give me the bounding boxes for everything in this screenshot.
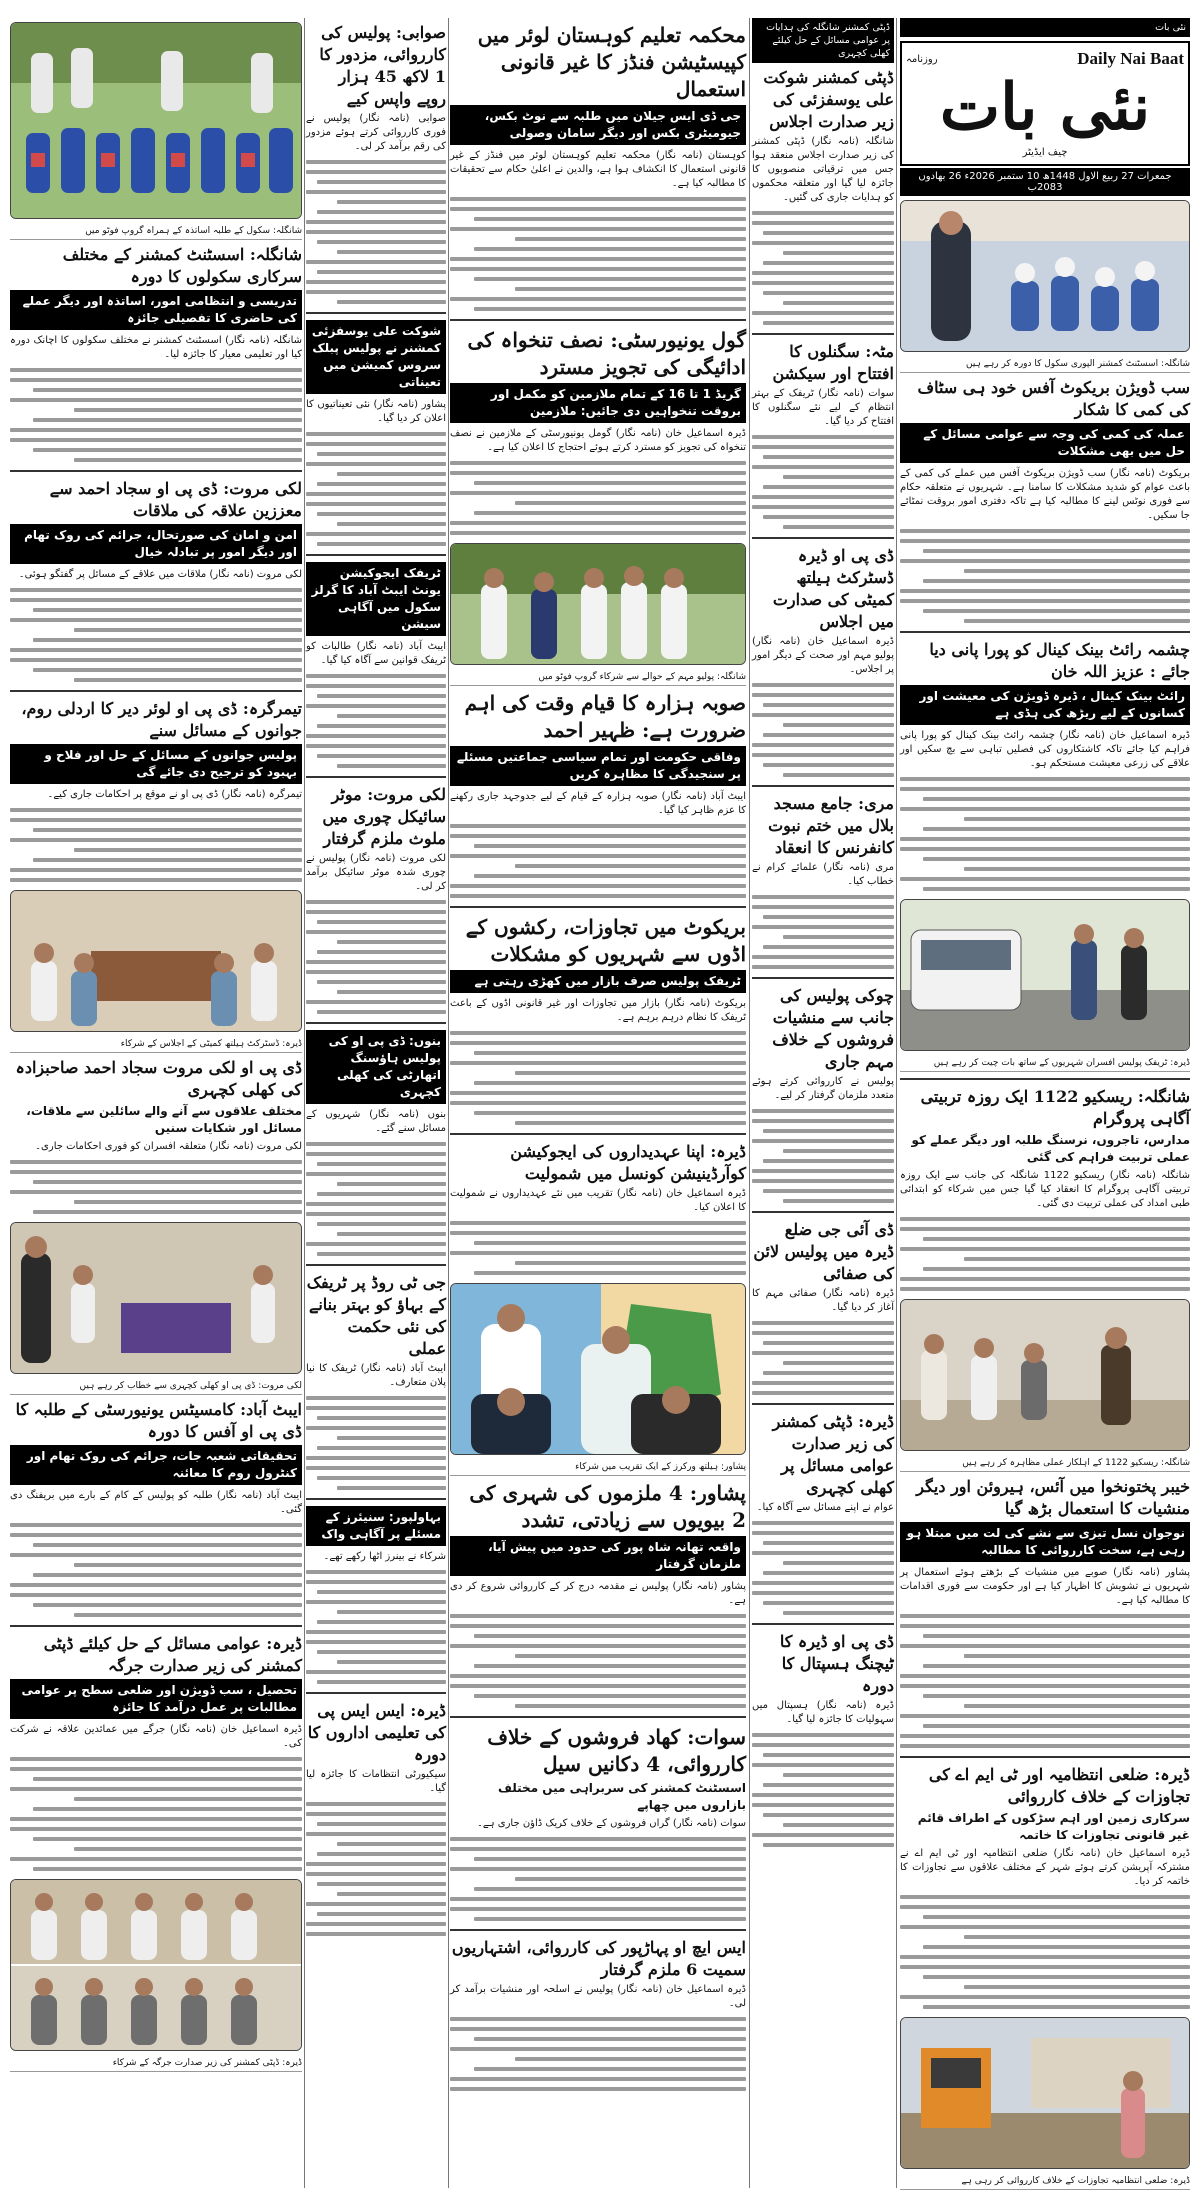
article-text: پولیس نے کارروائی کرتے ہوئے متعدد ملزمان گرفتار کر لیے۔ [752, 1076, 894, 1101]
headline: مری: جامع مسجد بلال میں ختم نبوت کانفرنس کا انعقاد [768, 794, 894, 857]
article-text: سوات (نامہ نگار) ٹریفک کے بہتر انتظام کے لیے نئے سگنلوں کا افتتاح کر دیا گیا۔ [752, 388, 894, 427]
news-photo [10, 890, 302, 1032]
article-text: ایبٹ آباد (نامہ نگار) صوبہ ہزارہ کے قیام کے لیے جدوجہد جاری رکھنے کا عزم ظاہر کیا گیا۔ [450, 791, 746, 816]
article-text: پشاور (نامہ نگار) نئی تعیناتیوں کا اعلان کر دیا گیا۔ [306, 399, 446, 424]
headline: محکمہ تعلیم کوہستان لوئر میں کپیسٹیشن فنڈز کا غیر قانونی استعمال [477, 23, 746, 101]
headline: ڈی پی او ڈیرہ ڈسٹرکٹ ہیلتھ کمیٹی کی صدارت میں اجلاس [772, 546, 894, 631]
subheadline: مدارس، تاجروں، نرسنگ طلبہ اور دیگر عملے کو عملی تربیت فراہم کی گئی [911, 1133, 1190, 1164]
subheadline: تحصیل ، سب ڈویژن اور ضلعی سطح پر عوامی مطالبات پر عمل درآمد کا جائزہ [10, 1679, 302, 1719]
article-body [10, 808, 302, 882]
headline: سب ڈویژن بریکوٹ آفس خود ہی سٹاف کی کمی کا شکار [917, 378, 1190, 419]
article-body [752, 895, 894, 969]
masthead [900, 41, 1190, 166]
column-rule [896, 18, 897, 2188]
article-text: بریکوٹ (نامہ نگار) سب ڈویژن بریکوٹ آفس میں عملے کی کمی کے باعث عوام کو شدید مشکلات کا سامنا ہے۔ شہریوں نے متعلقہ حکام سے فوری نوٹس لینے کا مطالبہ کیا ہے تاکہ دفتری امور بروقت نمٹائے جا سکیں۔ [900, 468, 1190, 521]
article-body [10, 1523, 302, 1617]
column-1 [900, 18, 1190, 2194]
brand-en: Daily Nai Baat [1077, 49, 1184, 68]
headline: ڈی پی او لکی مروت سجاد احمد صاحبزادہ کی کھلی کچہری [15, 1058, 302, 1099]
headline: لکی مروت: ڈی پی او سجاد احمد سے معززین علاقہ کی ملاقات [49, 479, 302, 520]
news-photo [900, 200, 1190, 352]
headline: ڈی پی او ڈیرہ کا ٹیچنگ ہسپتال کا دورہ [779, 1632, 894, 1695]
headline: شانگلہ: اسسٹنٹ کمشنر کے مختلف سرکاری سکولوں کا دورہ [62, 245, 302, 286]
headline: بریکوٹ میں تجاوزات، رکشوں کے اڈوں سے شہریوں کو مشکلات [465, 915, 746, 966]
subheadline: گریڈ 1 تا 16 کے تمام ملازمین کو مکمل اور بروقت تنخواہیں دی جائیں: ملازمین [450, 383, 746, 423]
article-text: کوہستان (نامہ نگار) محکمہ تعلیم کوہستان لوئر میں فنڈز کے غیر قانونی استعمال کا انکشاف ہوا ہے، والدین نے اعلیٰ حکام سے تحقیقات کا مطالبہ کیا ہے۔ [450, 150, 746, 189]
photo-caption: ڈیرہ: ڈسٹرکٹ ہیلتھ کمیٹی کے اجلاس کے شرکاء [10, 1036, 302, 1053]
article-body [450, 197, 746, 311]
article-body [900, 777, 1190, 891]
headline: ایبٹ آباد: کامسیٹس یونیورسٹی کے طلبہ کا ڈی پی او آفس کا دورہ [15, 1400, 302, 1441]
news-photo [450, 543, 746, 665]
column-5 [10, 18, 302, 2076]
masthead-top-strip: نئی بات [900, 18, 1190, 37]
article-body [450, 1837, 746, 1921]
brand-logo: نئی بات [939, 70, 1151, 145]
headline: جی ٹی روڈ پر ٹریفک کے بہاؤ کو بہتر بنانے کی نئی حکمت عملی [306, 1273, 446, 1358]
article-text: ڈیرہ اسماعیل خان (نامہ نگار) جرگے میں عمائدین علاقہ نے شرکت کی۔ [10, 1724, 302, 1749]
article-body [306, 1802, 446, 1936]
article-text: سوات (نامہ نگار) گراں فروشوں کے خلاف کریک ڈاؤن جاری ہے۔ [477, 1818, 746, 1829]
news-photo [450, 1283, 746, 1455]
article-body [10, 1160, 302, 1214]
article-text: پشاور (نامہ نگار) پولیس نے مقدمہ درج کر کے کارروائی شروع کر دی ہے۔ [450, 1581, 746, 1606]
column-rule [448, 18, 449, 2188]
headline: شوکت علی یوسفزئی کمشنر نے پولیس پبلک سروس کمیشن میں تعیناتی [306, 320, 446, 394]
headline: صوابی: پولیس کی کارروائی، مزدور کا 1 لاکھ 45 ہزار روپے واپس کیے [319, 23, 446, 108]
headline: ڈی آئی جی ضلع ڈیرہ میں پولیس لائن کی صفائی [753, 1220, 894, 1283]
news-photo [900, 899, 1190, 1051]
headline: ڈیرہ: اپنا عہدیداروں کی ایجوکیشن کوآرڈینیشن کونسل میں شمولیت [510, 1142, 746, 1183]
news-photo [900, 1299, 1190, 1451]
article-body [752, 211, 894, 325]
subheadline: تحقیقاتی شعبہ جات، جرائم کی روک تھام اور کنٹرول روم کا معائنہ [10, 1445, 302, 1485]
headline: ڈیرہ: ڈپٹی کمشنر کی زیر صدارت عوامی مسائل پر کھلی کچہری [772, 1412, 894, 1497]
article-text: پشاور (نامہ نگار) صوبے میں منشیات کے بڑھتے ہوئے استعمال پر شہریوں نے تشویش کا اظہار کیا ہے اور حکومت سے فوری اقدامات کا مطالبہ کیا ہے۔ [900, 1567, 1190, 1606]
headline: پشاور: 4 ملزموں کی شہری کی 2 بیویوں سے زیادتی، تشدد [469, 1481, 746, 1532]
article-body [10, 368, 302, 462]
headline: لکی مروت: موٹر سائیکل چوری میں ملوث ملزم گرفتار [322, 785, 446, 848]
headline: ڈیرہ: عوامی مسائل کے حل کیلئے ڈپٹی کمشنر کی زیر صدارت جرگہ [43, 1634, 302, 1675]
article-body [752, 1109, 894, 1203]
subheadline: مختلف علاقوں سے آنے والے سائلین سے ملاقات، مسائل اور شکایات سنیں [26, 1104, 302, 1135]
article-text: بنوں (نامہ نگار) شہریوں کے مسائل سنے گئے۔ [306, 1109, 446, 1134]
article-text: سیکیورٹی انتظامات کا جائزہ لیا گیا۔ [306, 1769, 446, 1794]
photo-caption: ڈیرہ: ٹریفک پولیس افسران شہریوں کے ساتھ بات چیت کر رہے ہیں [900, 1055, 1190, 1072]
editor-label: چیف ایڈیٹر [1022, 147, 1068, 158]
article-body [306, 1396, 446, 1490]
headline: ڈیرہ: ضلعی انتظامیہ اور ٹی ایم اے کی تجاوزات کے خلاف کارروائی [928, 1765, 1190, 1806]
article-body [306, 1142, 446, 1256]
photo-caption: شانگلہ: اسسٹنٹ کمشنر الپوری سکول کا دورہ کر رہے ہیں [900, 356, 1190, 373]
article-body [900, 1895, 1190, 2009]
article-body [450, 1031, 746, 1125]
article-text: لکی مروت (نامہ نگار) ملاقات میں علاقے کے مسائل پر گفتگو ہوئی۔ [18, 569, 302, 580]
article-text: شانگلہ (نامہ نگار) ریسکیو 1122 شانگلہ کی جانب سے ایک روزہ تربیتی آگاہی پروگرام کا انعقاد کیا گیا جس میں شرکاء کو ابتدائی طبی امداد کی عملی تربیت دی گئی۔ [900, 1170, 1190, 1209]
article-body [450, 2017, 746, 2091]
subheadline: عملہ کی کمی کی وجہ سے عوامی مسائل کے حل میں بھی مشکلات [900, 423, 1190, 463]
headline: بنوں: ڈی پی او کی پولیس ہاؤسنگ اتھارٹی کی کھلی کچہری [306, 1030, 446, 1104]
subheadline: نوجوان نسل تیزی سے نشے کی لت میں مبتلا ہو رہی ہے، سخت کارروائی کا مطالبہ [900, 1522, 1190, 1562]
photo-caption: شانگلہ: سکول کے طلبہ اساتذہ کے ہمراہ گروپ فوٹو میں [10, 223, 302, 240]
headline: صوبہ ہزارہ کا قیام وقت کی اہم ضرورت ہے: ظہیر احمد [464, 691, 746, 742]
article-body [900, 1614, 1190, 1748]
headline: گول یونیورسٹی: نصف تنخواہ کی ادائیگی کی تجویز مسترد [467, 328, 746, 379]
photo-caption: شانگلہ: پولیو مہم کے حوالے سے شرکاء گروپ فوٹو میں [450, 669, 746, 686]
subheadline: وفاقی حکومت اور تمام سیاسی جماعتیں مسئلے پر سنجیدگی کا مظاہرہ کریں [450, 746, 746, 786]
article-body [752, 435, 894, 529]
article-body [752, 1321, 894, 1395]
article-body [306, 674, 446, 768]
subheadline: اسسٹنٹ کمشنر کی سربراہی میں مختلف بازاروں میں چھاپے [497, 1781, 746, 1812]
article-body [450, 824, 746, 898]
article-text: بریکوٹ (نامہ نگار) بازار میں تجاوزات اور غیر قانونی اڈوں کے باعث ٹریفک کا نظام درہم برہم ہے۔ [450, 998, 746, 1023]
photo-caption: پشاور: ہیلتھ ورکرز کے ایک تقریب میں شرکاء [450, 1459, 746, 1476]
article-text: ایبٹ آباد (نامہ نگار) طلبہ کو پولیس کے کام کے بارے میں بریفنگ دی گئی۔ [10, 1490, 302, 1515]
photo-caption: ڈیرہ: ڈپٹی کمشنر کی زیر صدارت جرگہ کے شرکاء [10, 2055, 302, 2072]
article-body [306, 160, 446, 304]
article-text: ڈیرہ اسماعیل خان (نامہ نگار) چشمہ رائٹ بینک کینال کو پورا پانی فراہم کیا جائے تاکہ کاشتکاروں کی فصلیں تباہی سے بچ سکیں اور علاقے کی زرعی معیشت مستحکم ہو۔ [900, 730, 1190, 769]
article-text: ڈیرہ اسماعیل خان (نامہ نگار) ضلعی انتظامیہ اور ٹی ایم اے نے مشترکہ آپریشن کرتے ہوئے شہر کے مختلف علاقوں سے تجاوزات کا خاتمہ کر دیا۔ [900, 1848, 1190, 1887]
subheadline: واقعہ تھانہ شاہ پور کی حدود میں پیش آیا، ملزمان گرفتار [450, 1536, 746, 1576]
photo-caption: شانگلہ: ریسکیو 1122 کے اہلکار عملی مظاہرہ کر رہے ہیں [900, 1455, 1190, 1472]
article-body [10, 1757, 302, 1871]
article-text: ایبٹ آباد (نامہ نگار) ٹریفک کا نیا پلان متعارف۔ [306, 1363, 446, 1388]
headline: بہاولپور: سنیئرز کے مسئلے پر آگاہی واک [306, 1506, 446, 1546]
article-text: ڈیرہ اسماعیل خان (نامہ نگار) تقریب میں نئے عہدیداروں نے شمولیت کا اعلان کیا۔ [450, 1188, 746, 1213]
article-text: ڈیرہ (نامہ نگار) صفائی مہم کا آغاز کر دیا گیا۔ [752, 1288, 894, 1313]
news-photo [900, 2017, 1190, 2169]
photo-caption: لکی مروت: ڈی پی او کھلی کچہری سے خطاب کر رہے ہیں [10, 1378, 302, 1395]
subheadline: رائٹ بینک کینال ، ڈیرہ ڈویژن کی معیشت اور کسانوں کے لیے ریڑھ کی ہڈی ہے [900, 685, 1190, 725]
news-photo [10, 1222, 302, 1374]
column-4 [306, 18, 446, 1944]
news-photo [10, 1879, 302, 2051]
article-body [306, 432, 446, 546]
column-rule [749, 18, 750, 2188]
subheadline: پولیس جوانوں کے مسائل کے حل اور فلاح و بہبود کو ترجیح دی جائے گی [10, 744, 302, 784]
column-2 [752, 18, 894, 1855]
photo-caption: ڈیرہ: ضلعی انتظامیہ تجاوزات کے خلاف کارروائی کر رہی ہے [900, 2173, 1190, 2190]
article-text: ڈیرہ اسماعیل خان (نامہ نگار) پولیو مہم اور صحت کے دیگر امور پر اجلاس۔ [752, 636, 894, 675]
headline: تیمرگرہ: ڈی پی او لوئر دیر کا اردلی روم، جوانوں کے مسائل سنے [21, 699, 302, 740]
headline: ٹریفک ایجوکیشن یونٹ ایبٹ آباد کا گرلز سکول میں آگاہی سیشن [306, 562, 446, 636]
headline: سوات: کھاد فروشوں کے خلاف کارروائی، 4 دکانیں سیل [487, 1725, 746, 1776]
headline: ایس ایچ او پہاڑپور کی کارروائی، اشتہاریوں سمیت 6 ملزم گرفتار [451, 1938, 746, 1979]
article-body [752, 1521, 894, 1615]
article-text: شانگلہ (نامہ نگار) ڈپٹی کمشنر کی زیر صدارت اجلاس منعقد ہوا جس میں ترقیاتی منصوبوں کا جائزہ لیا گیا اور متعلقہ محکموں کو ہدایات جاری کی گئیں۔ [752, 136, 894, 203]
column-rule [304, 18, 305, 2188]
article-body [900, 529, 1190, 623]
subheadline: تدریسی و انتظامی امور، اساتذہ اور دیگر عملے کی حاضری کا تفصیلی جائزہ [10, 290, 302, 330]
dateline: جمعرات 27 ربیع الاول 1448ھ 10 ستمبر 2026ء 26 بھادوں 2083ب [900, 168, 1190, 196]
headline: ڈپٹی کمشنر شوکت علی یوسفزئی کی زیر صدارت اجلاس [763, 68, 894, 131]
article-body [10, 588, 302, 682]
top-news-strip: ڈپٹی کمشنر شانگلہ کی ہدایات پر عوامی مسائل کے حل کیلئے کھلی کچہری [752, 18, 894, 63]
article-body [450, 461, 746, 535]
headline: مٹہ: سگنلوں کا افتتاح اور سیکشن [772, 342, 894, 383]
article-text: ایبٹ آباد (نامہ نگار) طالبات کو ٹریفک قوانین سے آگاہ کیا گیا۔ [306, 641, 446, 666]
article-body [752, 683, 894, 777]
article-body [450, 1614, 746, 1708]
article-text: شانگلہ (نامہ نگار) اسسٹنٹ کمشنر نے مختلف سکولوں کا اچانک دورہ کیا اور تعلیمی معیار کا جائزہ لیا۔ [10, 335, 302, 360]
headline: چوکی پولیس کی جانب سے منشیات فروشوں کے خلاف مہم جاری [772, 986, 894, 1071]
article-body [900, 1217, 1190, 1291]
article-text: لکی مروت (نامہ نگار) پولیس نے چوری شدہ موٹر سائیکل برآمد کر لی۔ [306, 853, 446, 892]
subheadline: جی ڈی ایس جیلان میں طلبہ سے نوٹ بکس، جیومیٹری بکس اور دیگر سامان وصولی [450, 105, 746, 145]
headline: شانگلہ: ریسکیو 1122 ایک روزہ تربیتی آگاہی پروگرام [920, 1087, 1190, 1128]
subheadline: ٹریفک پولیس صرف بازار میں کھڑی رہتی ہے [450, 970, 746, 993]
article-body [752, 1733, 894, 1847]
subheadline: سرکاری زمین اور اہم سڑکوں کے اطراف قائم غیر قانونی تجاوزات کا خاتمہ [917, 1811, 1190, 1842]
subheadline: امن و امان کی صورتحال، جرائم کی روک تھام اور دیگر امور پر تبادلہ خیال [10, 524, 302, 564]
article-text: لکی مروت (نامہ نگار) متعلقہ افسران کو فوری احکامات جاری۔ [35, 1141, 302, 1152]
article-text: تیمرگرہ (نامہ نگار) ڈی پی او نے موقع پر احکامات جاری کیے۔ [47, 789, 302, 800]
news-photo [10, 22, 302, 219]
article-text: شرکاء نے بینرز اٹھا رکھے تھے۔ [323, 1551, 446, 1562]
article-body [306, 900, 446, 1014]
article-text: ڈیرہ اسماعیل خان (نامہ نگار) گومل یونیورسٹی کے ملازمین نے نصف تنخواہ کی تجویز کو مسترد کرتے ہوئے احتجاج کا اعلان کیا ہے۔ [450, 428, 746, 453]
headline: ڈیرہ: ایس ایس پی کی تعلیمی اداروں کا دورہ [307, 1701, 446, 1764]
headline: خیبر پختونخوا میں آئس، ہیروئن اور دیگر منشیات کا استعمال بڑھ گیا [916, 1477, 1190, 1518]
article-body [450, 1221, 746, 1275]
daily-label: روزنامہ [906, 53, 938, 65]
article-text: عوام نے اپنے مسائل سے آگاہ کیا۔ [756, 1502, 894, 1513]
article-text: مری (نامہ نگار) علمائے کرام نے خطاب کیا۔ [752, 862, 894, 887]
article-text: ڈیرہ (نامہ نگار) ہسپتال میں سہولیات کا جائزہ لیا گیا۔ [752, 1700, 894, 1725]
article-text: صوابی (نامہ نگار) پولیس نے فوری کارروائی کرتے ہوئے مزدور کی رقم برآمد کر لی۔ [306, 113, 446, 152]
article-body [306, 1570, 446, 1684]
article-text: ڈیرہ اسماعیل خان (نامہ نگار) پولیس نے اسلحہ اور منشیات برآمد کر لی۔ [450, 1984, 746, 2009]
column-3 [450, 18, 746, 2099]
headline: چشمہ رائٹ بینک کینال کو پورا پانی دیا جائے : عزیز اللہ خان [929, 640, 1190, 681]
